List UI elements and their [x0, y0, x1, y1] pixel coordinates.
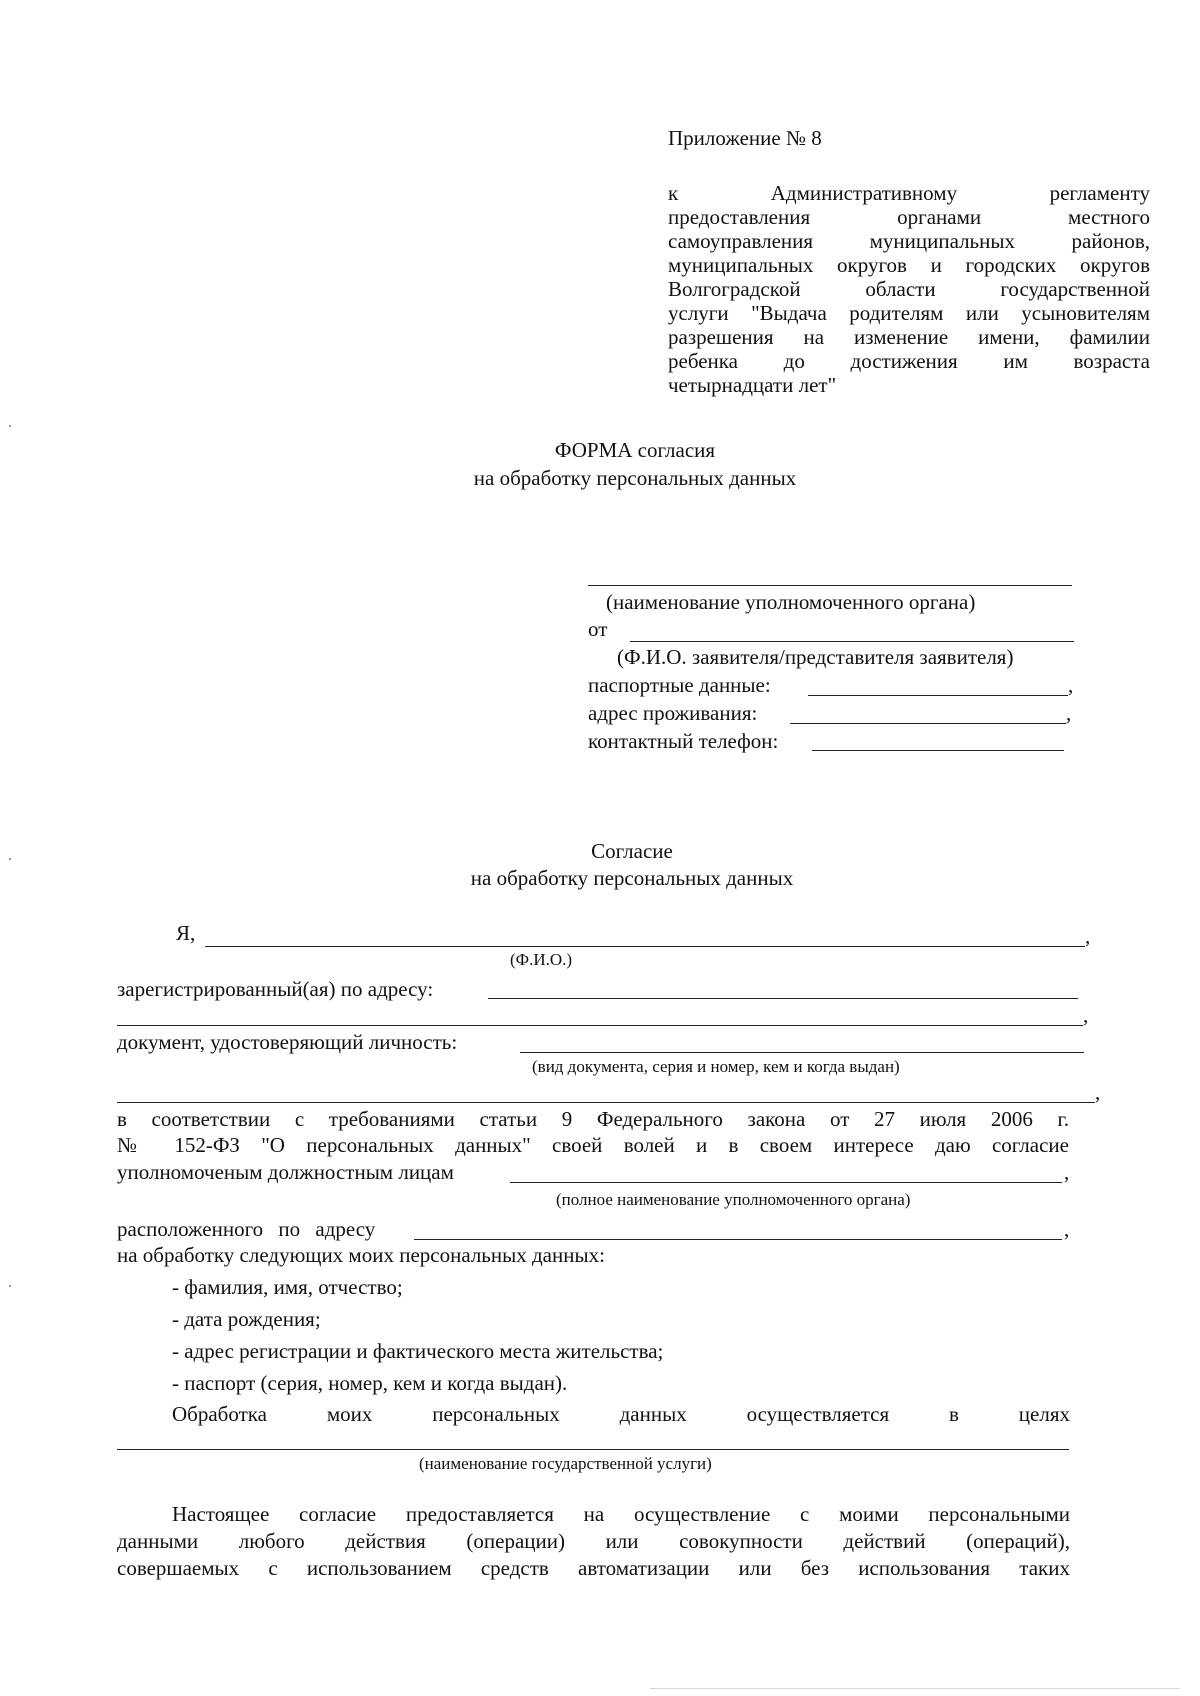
- located-comma: ,: [1064, 1217, 1070, 1241]
- form-title-line1: ФОРМА согласия: [554, 438, 716, 462]
- data-item: - паспорт (серия, номер, кем и когда выдан).: [172, 1371, 568, 1395]
- appendix-line: услуги "Выдача родителям или усыновителям: [668, 301, 1150, 325]
- appendix-line: четырнадцати лет": [668, 373, 837, 397]
- from-label: от: [588, 617, 608, 641]
- i-label: Я,: [176, 921, 196, 945]
- data-item: - дата рождения;: [172, 1307, 321, 1331]
- scan-speck: [9, 425, 11, 427]
- document-caption: (вид документа, серия и номер, кем и когда выдан): [532, 1057, 900, 1076]
- fio-caption: (Ф.И.О.): [510, 950, 573, 969]
- registered-label: зарегистрированный(ая) по адресу:: [117, 977, 434, 1001]
- officials-line[interactable]: [510, 1182, 1062, 1183]
- appendix-title: Приложение № 8: [668, 126, 822, 150]
- officials-comma: ,: [1064, 1160, 1070, 1184]
- appendix-line: самоуправления муниципальных районов,: [668, 229, 1150, 253]
- applicant-caption: (Ф.И.О. заявителя/представителя заявителя): [617, 645, 1014, 669]
- phone-label: контактный телефон:: [588, 729, 779, 753]
- located-label: расположенного по адресу: [117, 1217, 376, 1241]
- final-line2: данными любого действия (операции) или совокупности действий (операций),: [117, 1529, 1070, 1553]
- document-label: документ, удостоверяющий личность:: [117, 1030, 458, 1054]
- consent-title-line2: на обработку персональных данных: [470, 866, 794, 890]
- appendix-reference: [668, 181, 1150, 397]
- data-item: - фамилия, имя, отчество;: [172, 1275, 403, 1299]
- purpose-line: Обработка моих персональных данных осуществляется в целях: [172, 1402, 1070, 1426]
- scan-speck: [9, 858, 11, 860]
- final-line3: совершаемых с использованием средств автоматизации или без использования таких: [117, 1556, 1070, 1580]
- authority-caption: (наименование уполномоченного органа): [606, 590, 976, 614]
- law-line2: № 152-ФЗ "О персональных данных" своей волей и в своем интересе даю согласие: [117, 1133, 1069, 1157]
- from-line[interactable]: [630, 641, 1074, 642]
- authority-name-line[interactable]: [588, 585, 1072, 586]
- law-line3: уполномоченым должностным лицам: [117, 1160, 454, 1184]
- address-line[interactable]: [790, 723, 1066, 724]
- address-comma: ,: [1066, 701, 1072, 725]
- appendix-line: разрешения на изменение имени, фамилии: [668, 325, 1150, 349]
- registered-line[interactable]: [488, 998, 1078, 999]
- data-item: - адрес регистрации и фактического места жительства;: [172, 1339, 664, 1363]
- scan-edge-line: [650, 1688, 1180, 1689]
- appendix-line: ребенка до достижения им возраста: [668, 349, 1150, 373]
- fio-line[interactable]: [205, 946, 1085, 947]
- appendix-line: предоставления органами местного: [668, 205, 1150, 229]
- address-label: адрес проживания:: [588, 701, 758, 725]
- authority-full-caption: (полное наименование уполномоченного органа): [556, 1190, 911, 1209]
- phone-line[interactable]: [812, 750, 1064, 751]
- final-line1: Настоящее согласие предоставляется на осуществление с моими персональными: [172, 1502, 1070, 1526]
- document-line-continued[interactable]: [117, 1102, 1095, 1103]
- registered-comma: ,: [1083, 1003, 1089, 1027]
- form-title-line2: на обработку персональных данных: [473, 466, 797, 490]
- appendix-line: к Административному регламенту: [668, 181, 1150, 205]
- scan-speck: [9, 1285, 11, 1287]
- passport-label: паспортные данные:: [588, 673, 771, 697]
- service-line[interactable]: [117, 1449, 1069, 1450]
- fio-comma: ,: [1085, 924, 1091, 948]
- processing-label: на обработку следующих моих персональных данных:: [117, 1243, 605, 1267]
- law-line1: в соответствии с требованиями статьи 9 Федерального закона от 27 июля 2006 г.: [117, 1107, 1069, 1131]
- consent-title-line1: Согласие: [591, 839, 673, 863]
- document-line[interactable]: [520, 1052, 1084, 1053]
- appendix-line: муниципальных округов и городских округов: [668, 253, 1150, 277]
- document-comma: ,: [1095, 1080, 1101, 1104]
- passport-line[interactable]: [808, 695, 1068, 696]
- appendix-line: Волгоградской области государственной: [668, 277, 1150, 301]
- registered-line-continued[interactable]: [117, 1025, 1083, 1026]
- service-caption: (наименование государственной услуги): [419, 1454, 712, 1473]
- located-line[interactable]: [414, 1239, 1062, 1240]
- passport-comma: ,: [1068, 673, 1074, 697]
